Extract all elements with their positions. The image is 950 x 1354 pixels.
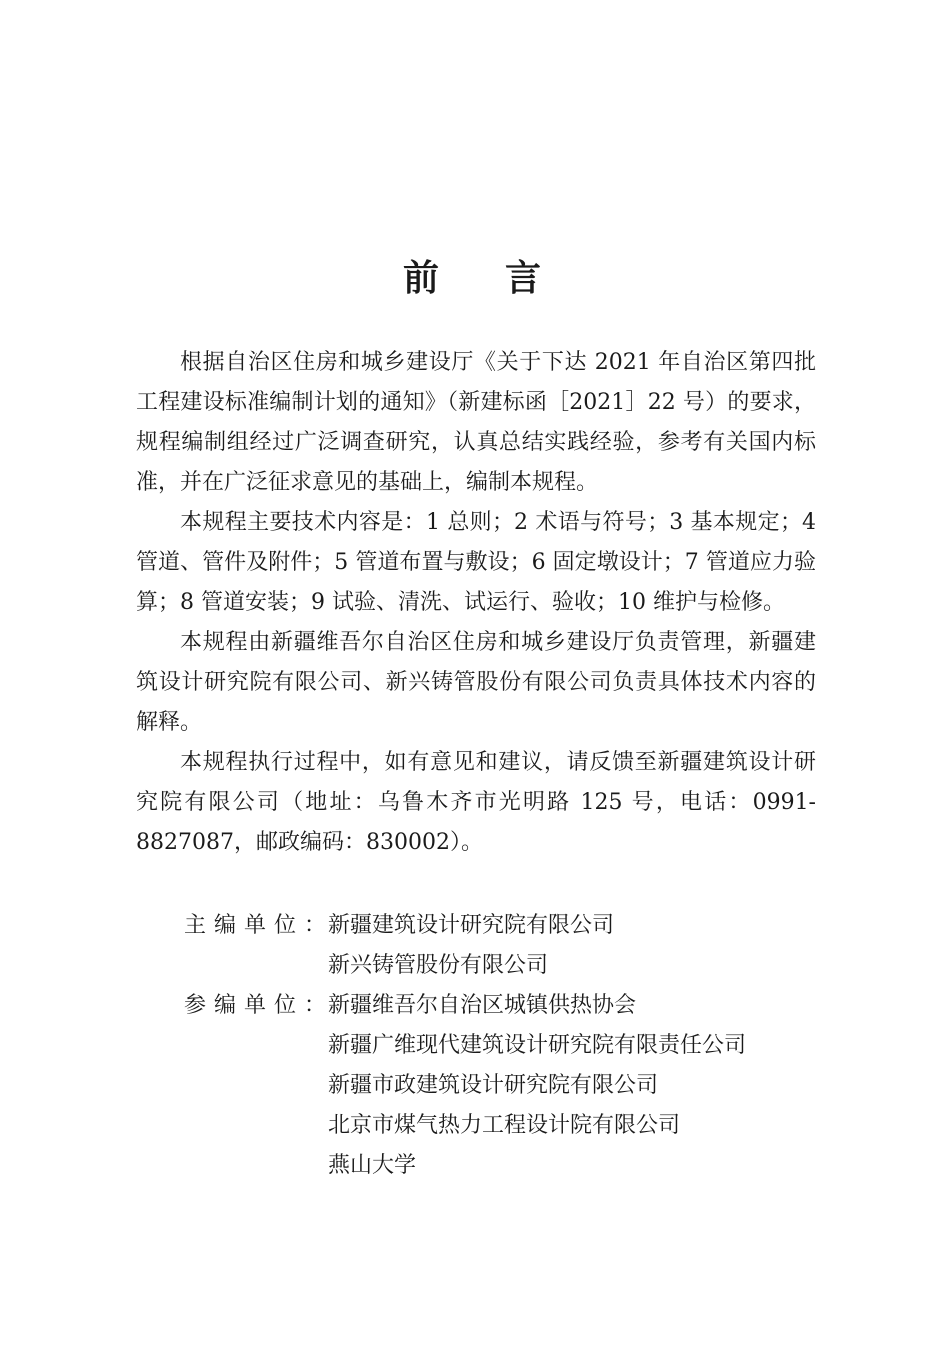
title-char-2: 言 — [505, 257, 548, 299]
unit-name: 新兴铸管股份有限公司 — [328, 953, 549, 978]
paragraph-contents: 本规程主要技术内容是：1 总则；2 术语与符号；3 基本规定；4 管道、管件及附件；5 管道布置与敷设；6 固定墩设计；7 管道应力验算；8 管道安装；9 试验、清洗、试运行、验收；10 维护与检修。 — [136, 510, 816, 615]
participating-units-label: 参编单位： — [184, 993, 335, 1018]
page-title — [0, 252, 950, 304]
participating-units — [184, 986, 824, 1186]
participating-units-list — [328, 986, 746, 1186]
unit-name: 北京市煤气热力工程设计院有限公司 — [328, 1113, 681, 1138]
unit-name: 新疆维吾尔自治区城镇供热协会 — [328, 993, 637, 1018]
unit-name: 新疆广维现代建筑设计研究院有限责任公司 — [328, 1033, 747, 1058]
chief-units-label: 主编单位： — [184, 913, 335, 938]
paragraph-management: 本规程由新疆维吾尔自治区住房和城乡建设厅负责管理，新疆建筑设计研究院有限公司、新兴铸管股份有限公司负责具体技术内容的解释。 — [136, 630, 816, 735]
preface-body — [136, 343, 816, 863]
paragraph-feedback: 本规程执行过程中，如有意见和建议，请反馈至新疆建筑设计研究院有限公司（地址：乌鲁木齐市光明路 125 号，电话：0991-8827087，邮政编码：830002）。 — [136, 750, 816, 855]
chief-units — [184, 906, 824, 986]
units-section — [184, 906, 824, 1186]
unit-name: 新疆市政建筑设计研究院有限公司 — [328, 1073, 659, 1098]
unit-name: 新疆建筑设计研究院有限公司 — [328, 913, 615, 938]
title-char-1: 前 — [402, 257, 445, 299]
chief-units-list — [328, 906, 614, 986]
unit-name: 燕山大学 — [328, 1153, 417, 1178]
paragraph-basis: 根据自治区住房和城乡建设厅《关于下达 2021 年自治区第四批工程建设标准编制计划的通知》（新建标函［2021］22 号）的要求，规程编制组经过广泛调查研究，认真总结实践经验，参考有关国内标准，并在广泛征求意见的基础上，编制本规程。 — [136, 350, 816, 495]
